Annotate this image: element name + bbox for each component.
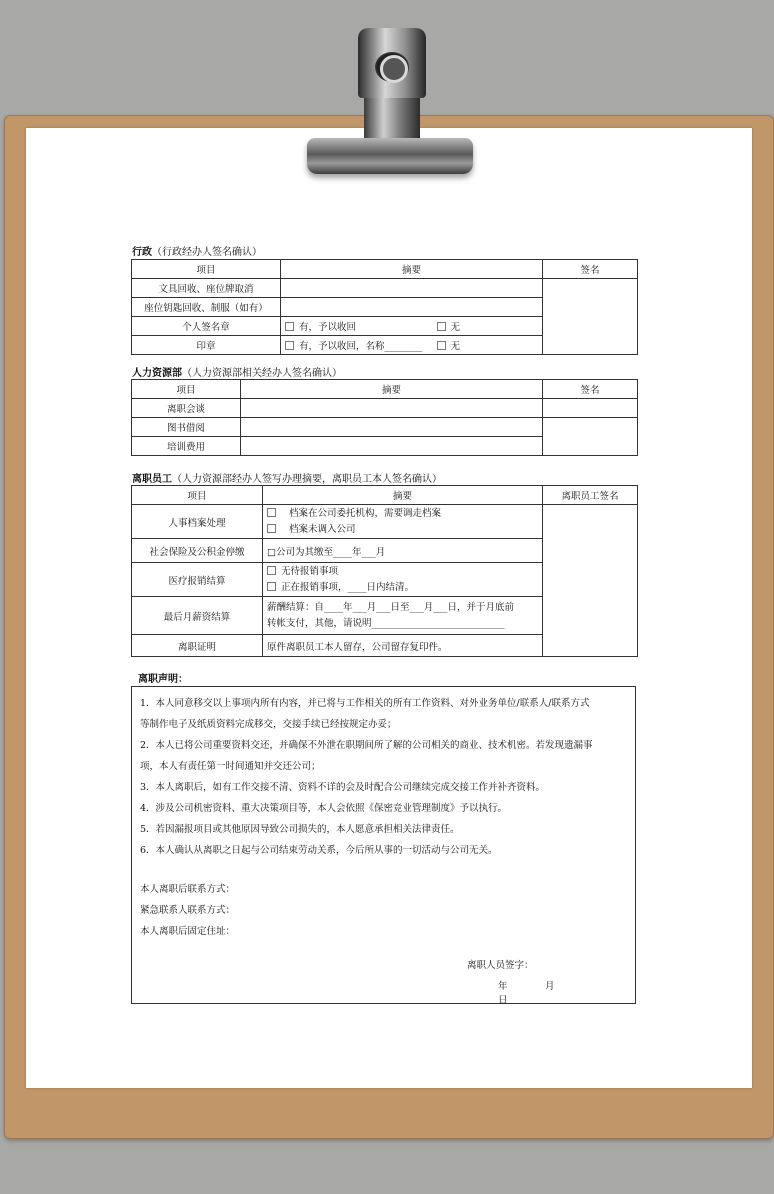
- declaration-item: 6．本人确认从离职之日起与公司结束劳动关系，今后所从事的一切活动与公司无关。: [140, 845, 498, 856]
- salary-line-1: 薪酬结算：自____年___月___日至___月___日，并于月底前: [267, 601, 515, 613]
- declaration-item: 5．若因漏报项目或其他原因导致公司损失的，本人愿意承担相关法律责任。: [140, 824, 460, 835]
- hr-header-row: [132, 380, 638, 399]
- signature-field[interactable]: 离职人员签字：: [467, 960, 534, 971]
- admin-header-item: 项目: [132, 260, 281, 279]
- option-label: 有，予以收回: [299, 322, 357, 333]
- admin-table: [131, 259, 638, 355]
- hr-item: 图书借阅: [132, 418, 241, 437]
- admin-summary-cell[interactable]: [281, 298, 543, 317]
- employee-item: 人事档案处理: [132, 505, 263, 539]
- employee-summary-cell: [263, 505, 543, 539]
- admin-header-summary: 摘要: [281, 260, 543, 279]
- checkbox[interactable]: [285, 322, 294, 331]
- hr-subtitle: （人力资源部相关经办人签名确认）: [182, 368, 342, 379]
- declaration-box: [131, 686, 636, 1004]
- date-day: 日: [498, 995, 508, 1006]
- hr-title: 人力资源部: [132, 368, 182, 379]
- employee-header-item: 项目: [132, 486, 263, 505]
- checkbox[interactable]: [267, 524, 276, 533]
- admin-item: 座位钥匙回收、制服（如有）: [132, 298, 281, 317]
- option-label: 无待报销事项: [281, 565, 339, 577]
- option-label: 有，予以收回，名称________: [299, 341, 423, 352]
- admin-header-row: [132, 260, 638, 279]
- admin-summary-cell: [281, 336, 543, 355]
- admin-summary-cell[interactable]: [281, 279, 543, 298]
- hr-item: 培训费用: [132, 437, 241, 456]
- declaration-item: 2．本人已将公司重要资料交还，并确保不外泄在职期间所了解的公司相关的商业、技术机密。若发现遗漏事: [140, 740, 593, 751]
- option-label: 档案在公司委托机构，需要调走档案: [289, 507, 442, 519]
- employee-section-title: [132, 470, 442, 485]
- employee-item: 离职证明: [132, 635, 263, 657]
- employee-signature-cell[interactable]: [543, 505, 638, 657]
- employee-item: 医疗报销结算: [132, 563, 263, 597]
- hr-header-item: 项目: [132, 380, 241, 399]
- declaration-item: 1．本人同意移交以上事项内所有内容，并已将与工作相关的所有工作资料、对外业务单位/联系人/联系方式: [140, 698, 590, 709]
- declaration-item: 项，本人有责任第一时间通知并交还公司；: [140, 761, 321, 772]
- hr-signature-cell[interactable]: [543, 399, 638, 418]
- option-label: 无: [450, 341, 461, 352]
- admin-header-signature: 签名: [543, 260, 638, 279]
- hr-section-title: [132, 364, 342, 379]
- table-row: [132, 505, 638, 539]
- declaration-item: 3．本人离职后，如有工作交接不清、资料不详的会及时配合公司继续完成交接工作并补齐资料。: [140, 782, 546, 793]
- admin-subtitle: （行政经办人签名确认）: [152, 247, 262, 258]
- emergency-contact-field[interactable]: 紧急联系人联系方式：: [140, 905, 236, 916]
- checkbox[interactable]: [267, 508, 276, 517]
- date-month: 月: [545, 981, 555, 992]
- employee-title: 离职员工: [132, 474, 172, 485]
- admin-item: 印章: [132, 336, 281, 355]
- hr-header-summary: 摘要: [241, 380, 543, 399]
- declaration-title: [138, 670, 188, 685]
- employee-summary-cell[interactable]: □公司为其缴至____年___月: [263, 539, 543, 563]
- checkbox[interactable]: [267, 582, 276, 591]
- salary-line-2: 转帐支付，其他，请说明____________________________: [267, 617, 505, 629]
- option-label: 正在报销事项，____日内结清。: [281, 581, 415, 593]
- employee-summary-cell: [263, 563, 543, 597]
- declaration-item: 4．涉及公司机密资料、重大决策项目等，本人会依照《保密竞业管理制度》予以执行。: [140, 803, 508, 814]
- binder-clip-plate: [307, 138, 473, 174]
- hr-summary-cell[interactable]: [241, 399, 543, 418]
- admin-section-title: [132, 243, 262, 258]
- hr-header-signature: 签名: [543, 380, 638, 399]
- employee-summary-cell[interactable]: [263, 597, 543, 635]
- checkbox[interactable]: [437, 341, 446, 350]
- table-row: [132, 279, 638, 298]
- hr-signature-cell[interactable]: [543, 418, 638, 456]
- employee-header-summary: 摘要: [263, 486, 543, 505]
- employee-subtitle: （人力资源部经办人签写办理摘要，离职员工本人签名确认）: [172, 474, 442, 485]
- admin-title: 行政: [132, 247, 152, 258]
- binder-clip-ring: [380, 55, 408, 83]
- fixed-address-field[interactable]: 本人离职后固定住址：: [140, 926, 236, 937]
- employee-table: [131, 485, 638, 657]
- table-row: [132, 399, 638, 418]
- employee-summary-cell: 原件离职员工本人留存，公司留存复印件。: [263, 635, 543, 657]
- employee-item: 最后月薪资结算: [132, 597, 263, 635]
- admin-item: 个人签名章: [132, 317, 281, 336]
- hr-summary-cell[interactable]: [241, 418, 543, 437]
- admin-signature-cell[interactable]: [543, 279, 638, 355]
- employee-item: 社会保险及公积金停缴: [132, 539, 263, 563]
- admin-item: 文具回收、座位牌取消: [132, 279, 281, 298]
- contact-after-field[interactable]: 本人离职后联系方式：: [140, 884, 236, 895]
- option-label: 档案未调入公司: [289, 523, 356, 535]
- declaration-item: 等制作电子及纸质资料完成移交，交接手续已经按规定办妥；: [140, 719, 397, 730]
- admin-summary-cell: [281, 317, 543, 336]
- hr-table: [131, 379, 638, 456]
- employee-header-signature: 离职员工签名: [543, 486, 638, 505]
- date-year: 年: [498, 981, 508, 992]
- hr-summary-cell[interactable]: [241, 437, 543, 456]
- checkbox[interactable]: [267, 566, 276, 575]
- employee-header-row: [132, 486, 638, 505]
- table-row: [132, 418, 638, 437]
- declaration-title-text: 离职声明：: [138, 674, 188, 685]
- checkbox[interactable]: [437, 322, 446, 331]
- signature-date[interactable]: [498, 978, 635, 1006]
- hr-item: 离职会谈: [132, 399, 241, 418]
- checkbox[interactable]: [285, 341, 294, 350]
- option-label: 无: [450, 322, 461, 333]
